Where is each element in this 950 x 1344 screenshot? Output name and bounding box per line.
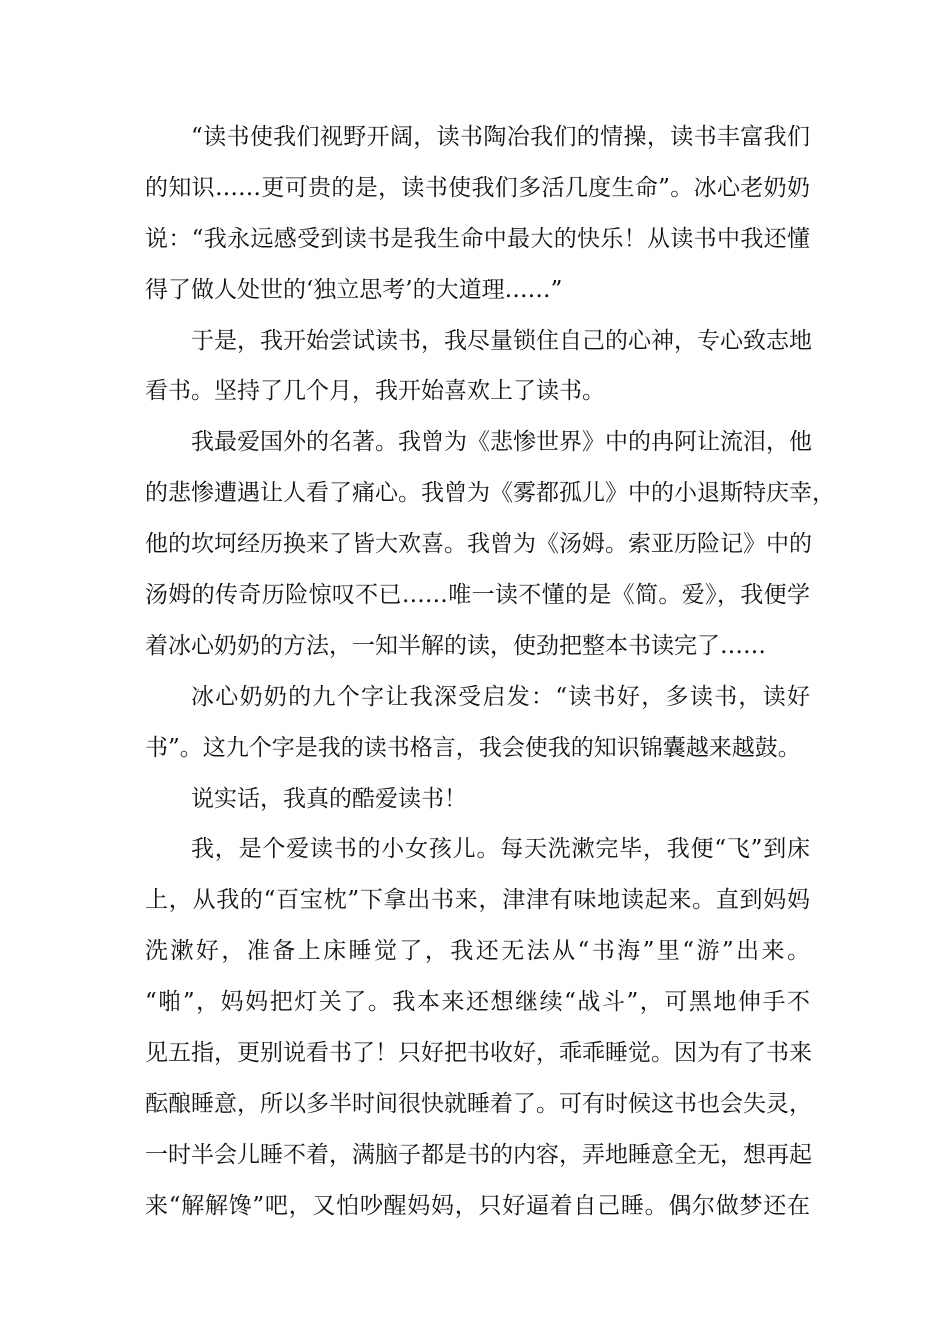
text-line: 他的坎坷经历换来了皆大欢喜。我曾为《汤姆。索亚历险记》中的 [145,531,812,558]
text-line: 说实话，我真的酷爱读书！ [191,785,467,812]
text-line: 汤姆的传奇历险惊叹不已……唯一读不懂的是《简。爱》，我便学 [145,582,810,609]
text-line: 于是，我开始尝试读书，我尽量锁住自己的心神，专心致志地 [191,327,812,354]
text-line: 的知识……更可贵的是，读书使我们多活几度生命”。冰心老奶奶 [145,174,810,201]
text-line: 得了做人处世的‘独立思考’的大道理……” [145,276,563,303]
document-page [145,112,835,1232]
text-line: 书”。这九个字是我的读书格言，我会使我的知识锦囊越来越鼓。 [145,734,801,761]
text-line: 酝酿睡意，所以多半时间很快就睡着了。可有时候这书也会失灵， [145,1090,812,1117]
text-line: 洗漱好，准备上床睡觉了，我还无法从“书海”里“游”出来。 [145,938,810,965]
text-line: 上，从我的“百宝枕”下拿出书来，津津有味地读起来。直到妈妈 [145,887,810,914]
text-line: 着冰心奶奶的方法，一知半解的读，使劲把整本书读完了…… [145,632,766,659]
text-line: 一时半会儿睡不着，满脑子都是书的内容，弄地睡意全无，想再起 [145,1141,812,1168]
text-line: “啪”，妈妈把灯关了。我本来还想继续“战斗”，可黑地伸手不 [145,989,810,1016]
text-line: 我最爱国外的名著。我曾为《悲惨世界》中的冉阿让流泪，他 [191,429,812,456]
text-line: 的悲惨遭遇让人看了痛心。我曾为《雾都孤儿》中的小退斯特庆幸， [145,480,835,507]
text-line: “读书使我们视野开阔，读书陶冶我们的情操，读书丰富我们 [191,124,810,150]
text-line: 我，是个爱读书的小女孩儿。每天洗漱完毕，我便“飞”到床 [191,836,810,863]
text-line: 见五指，更别说看书了！只好把书收好，乖乖睡觉。因为有了书来 [145,1040,812,1067]
text-line: 说：“我永远感受到读书是我生命中最大的快乐！从读书中我还懂 [145,225,810,252]
text-line: 来“解解馋”吧，又怕吵醒妈妈，只好逼着自己睡。偶尔做梦还在 [145,1192,810,1219]
text-line: 看书。坚持了几个月，我开始喜欢上了读书。 [145,378,605,405]
text-line: 冰心奶奶的九个字让我深受启发：“读书好，多读书，读好 [191,683,810,710]
